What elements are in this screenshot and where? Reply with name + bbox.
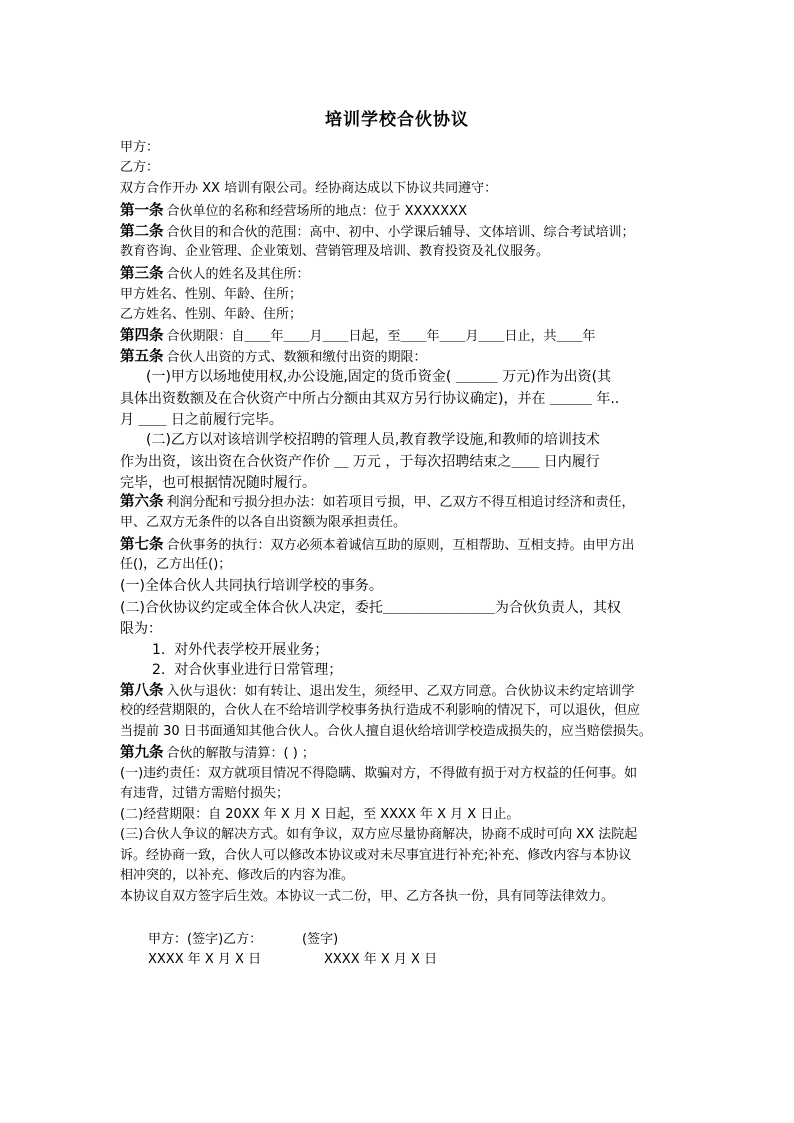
article-9-item-3-line3: 相冲突的，以补充、修改后的内容为准。 [120,868,355,883]
article-5-p1-line2: 具体出资数额及在合伙资产中所占分额由其双方另行协议确定)，并在 ＿＿＿ 年.. [120,391,620,407]
document-title: 培训学校合伙协议 [325,110,469,130]
article-8-cont1: 校的经营期限的，合伙人在不给培训学校事务执行造成不利影响的情况下，可以退伙，但应 [120,703,641,718]
article-7-sub-1 [152,640,652,660]
article-3-label: 第三条 [120,266,164,282]
party-a-line: 甲方： [120,140,160,155]
article-8-label: 第八条 [120,683,164,699]
signature-b-date: XXXX 年 X 月 X 日 [324,952,438,967]
article-9-item-3-line1: (三)合伙人争议的解决方式。如有争议，双方应尽量协商解决，协商不成时可向 XX 法院起 [120,827,638,842]
article-5 [120,347,680,368]
article-7 [120,535,680,556]
article-9-item-1-line1: (一)违约责任：双方就项目情况不得隐瞒、欺骗对方，不得做有损于对方权益的任何事。如 [120,766,638,781]
article-2 [120,222,680,243]
article-7-text: 合伙事务的执行：双方必须本着诚信互助的原则，互相帮助、互相支持。由甲方出 [166,538,635,553]
article-1-label: 第一条 [120,203,164,219]
intro-line: 双方合作开办 XX 培训有限公司。经协商达成以下协议共同遵守： [120,181,498,196]
article-4-text: 合伙期限：自＿＿年＿＿月＿＿日起，至＿＿年＿＿月＿＿日止，共＿＿年 [166,329,596,344]
article-6 [120,492,680,513]
article-3-line-b: 乙方姓名、性别、年龄、住所； [120,307,303,322]
article-6-label: 第六条 [120,494,164,510]
article-7-sub-1-text: 对外代表学校开展业务； [174,642,329,658]
article-9-item-1-line2: 有违背，过错方需赔付损失； [120,786,290,801]
article-8-text: 入伙与退伙：如有转让、退出发生，须经甲、乙双方同意。合伙协议未约定培训学 [166,684,635,699]
signature-b-label: (签字) [302,932,339,947]
article-9-text: 合伙的解散与清算：( ) ； [166,746,315,761]
article-7-label: 第七条 [120,537,164,553]
article-7-item-2-line1: (二)合伙协议约定或全体合伙人决定，委托＿＿＿＿＿＿＿＿为合伙负责人，其权 [120,600,621,616]
article-3-text: 合伙人的姓名及其住所： [166,267,310,282]
article-5-p2-line1: (二)乙方以对该培训学校招聘的管理人员,教育教学设施,和教师的培训技术 [146,432,600,448]
article-5-p1-line3: 月 ＿＿ 日之前履行完毕。 [120,412,283,428]
article-7-sub-1-num: 1. [152,642,166,658]
article-9 [120,743,680,764]
article-7-sub-2-text: 对合伙事业进行日常管理； [174,662,343,678]
signature-a-label: 甲方：(签字)乙方： [148,932,263,947]
article-1-text: 合伙单位的名称和经营场所的地点：位于 XXXXXXX [166,204,467,219]
article-4 [120,326,680,347]
party-b-line: 乙方： [120,160,160,175]
article-7-sub-2 [152,660,652,680]
article-2-cont: 教育咨询、企业管理、企业策划、营销管理及培训、教育投资及礼仪服务。 [120,244,550,259]
article-5-text: 合伙人出资的方式、数额和缴付出资的期限： [166,350,427,365]
article-9-label: 第九条 [120,745,164,761]
article-1 [120,201,680,222]
article-5-p1-line1: (一)甲方以场地使用权,办公设施,固定的货币资金( ＿＿＿ 万元)作为出资(其 [146,369,612,385]
article-7-sub-2-num: 2. [152,662,166,678]
article-6-text: 利润分配和亏损分担办法：如若项目亏损，甲、乙双方不得互相追讨经济和责任， [166,495,635,510]
article-8-cont2: 当提前 30 日书面通知其他合伙人。合伙人擅自退伙给培训学校造成损失的，应当赔偿损失。 [120,724,652,739]
article-2-text: 合伙目的和合伙的范围：高中、初中、小学课后辅导、文体培训、综合考试培训； [166,225,635,240]
article-8 [120,681,680,702]
article-2-label: 第二条 [120,224,164,240]
article-7-cont: 任()，乙方出任()； [120,557,232,572]
article-5-p2-line2: 作为出资，该出资在合伙资产作价 ＿ 万元 ，于每次招聘结束之＿＿ 日内履行 [120,454,600,470]
article-4-label: 第四条 [120,328,164,344]
closing-line: 本协议自双方签字后生效。本协议一式二份，甲、乙方各执一份，具有同等法律效力。 [120,889,615,904]
article-9-item-2: (二)经营期限：自 20XX 年 X 月 X 日起，至 XXXX 年 X 月 X 日止。 [120,807,520,822]
article-3 [120,264,680,285]
article-7-item-1: (一)全体合伙人共同执行培训学校的事务。 [120,578,383,594]
article-5-label: 第五条 [120,349,164,365]
signature-a-date: XXXX 年 X 月 X 日 [148,952,262,967]
article-7-item-2-line2: 限为： [120,621,162,637]
article-3-line-a: 甲方姓名、性别、年龄、住所； [120,287,303,302]
article-9-item-3-line2: 诉。经协商一致，合伙人可以修改本协议或对未尽事宜进行补充;补充、修改内容与本协议 [120,848,632,863]
article-5-p2-line3: 完毕，也可根据情况随时履行。 [120,475,316,491]
article-6-cont: 甲、乙双方无条件的以各自出资额为限承担责任。 [120,515,407,530]
